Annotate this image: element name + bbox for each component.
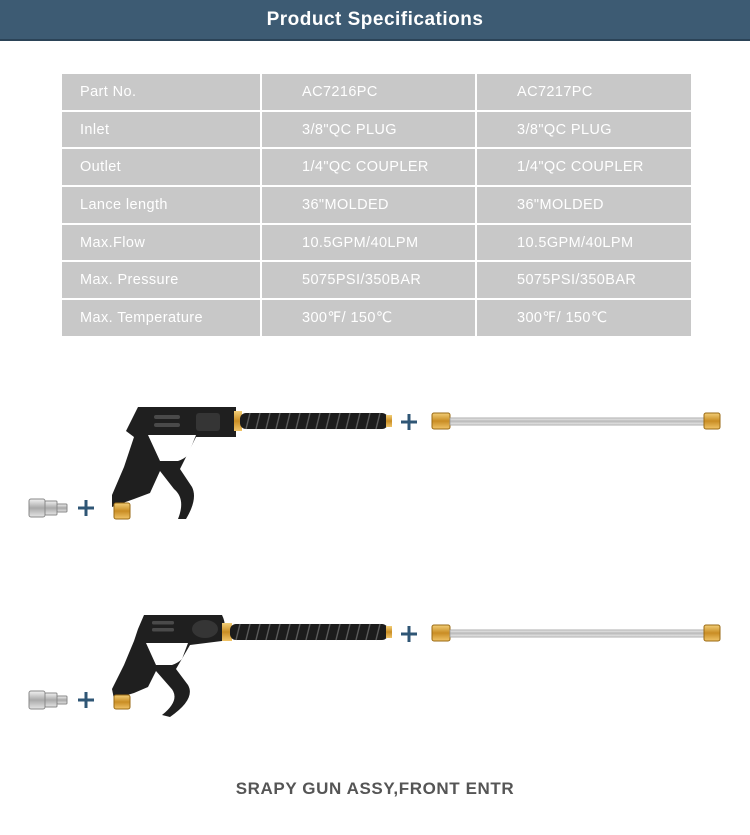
table-row <box>61 224 692 262</box>
spec-value: 3/8"QC PLUG <box>476 111 692 149</box>
spec-label: Max. Temperature <box>61 299 261 337</box>
qc-plug <box>29 499 67 517</box>
plus-icon <box>78 692 94 708</box>
table-row <box>61 299 692 337</box>
spec-label: Part No. <box>61 73 261 111</box>
page-title: Product Specifications <box>266 8 484 30</box>
spec-value: 5075PSI/350BAR <box>261 261 476 299</box>
spec-label: Inlet <box>61 111 261 149</box>
spec-label: Outlet <box>61 148 261 186</box>
spec-value: 36"MOLDED <box>261 186 476 224</box>
product-image-assembly-2 <box>0 607 750 727</box>
plus-icon <box>401 414 417 430</box>
footer-caption: SRAPY GUN ASSY,FRONT ENTR <box>235 779 515 798</box>
spec-value: 1/4"QC COUPLER <box>476 148 692 186</box>
spec-value: AC7217PC <box>476 73 692 111</box>
spec-value: 10.5GPM/40LPM <box>261 224 476 262</box>
table-row <box>61 111 692 149</box>
spec-value: 3/8"QC PLUG <box>261 111 476 149</box>
spec-label: Max. Pressure <box>61 261 261 299</box>
spray-gun <box>112 407 392 519</box>
header-banner <box>0 0 750 41</box>
lance <box>432 625 720 641</box>
qc-plug <box>29 691 67 709</box>
product-image-assembly-1 <box>0 395 750 545</box>
spec-value: 36"MOLDED <box>476 186 692 224</box>
lance <box>432 413 720 429</box>
table-row <box>61 186 692 224</box>
spec-label: Max.Flow <box>61 224 261 262</box>
plus-icon <box>401 626 417 642</box>
spray-gun <box>112 615 392 717</box>
spec-value: 300℉/ 150℃ <box>261 299 476 337</box>
plus-icon <box>78 500 94 516</box>
table-row <box>61 261 692 299</box>
spec-value: 300℉/ 150℃ <box>476 299 692 337</box>
spec-value: 5075PSI/350BAR <box>476 261 692 299</box>
spec-value: 1/4"QC COUPLER <box>261 148 476 186</box>
spec-label: Lance length <box>61 186 261 224</box>
spec-table <box>60 72 693 338</box>
spec-value: AC7216PC <box>261 73 476 111</box>
table-row <box>61 73 692 111</box>
spec-value: 10.5GPM/40LPM <box>476 224 692 262</box>
table-row <box>61 148 692 186</box>
